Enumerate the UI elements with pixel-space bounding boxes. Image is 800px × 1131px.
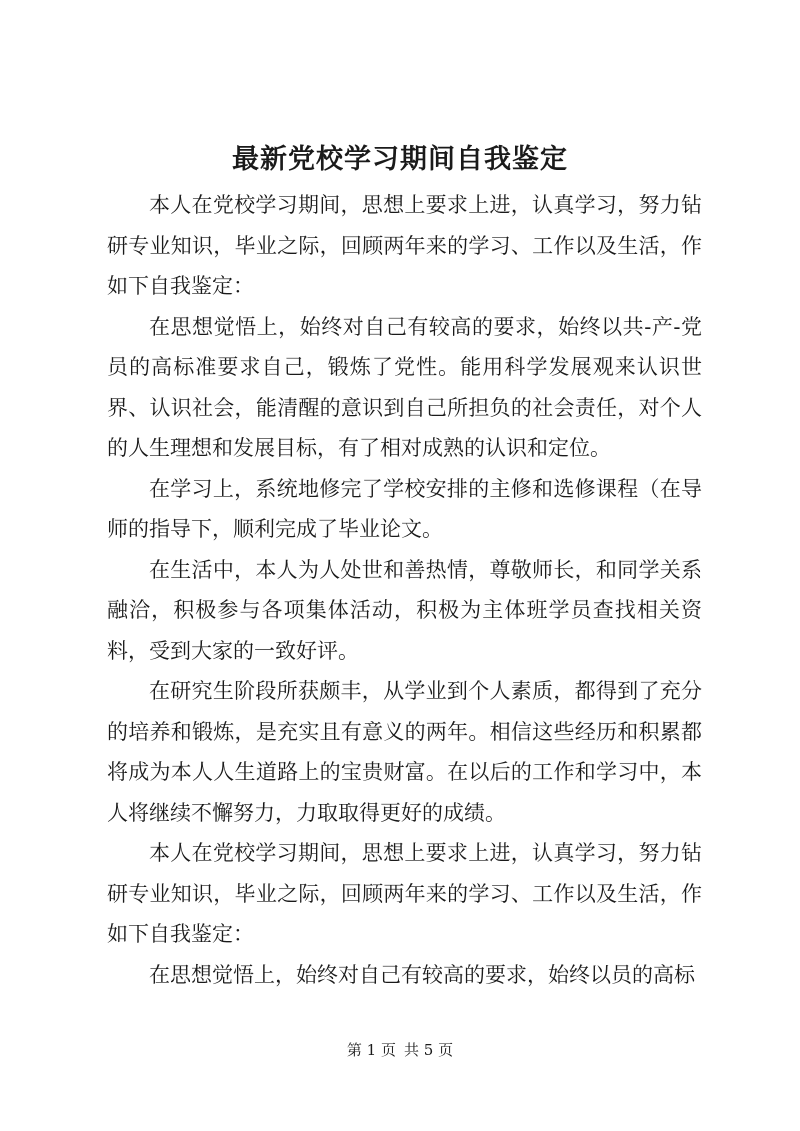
document-body bbox=[107, 185, 702, 995]
document-title: 最新党校学习期间自我鉴定 bbox=[232, 144, 568, 175]
page-number: 第 1 页 bbox=[346, 1041, 396, 1059]
page-footer bbox=[0, 1040, 800, 1060]
paragraph: 在生活中，本人为人处世和善热情，尊敬师长，和同学关系融洽，积极参与各项集体活动，积极为主体班学员查找相关资料，受到大家的一致好评。 bbox=[107, 557, 702, 663]
page-total: 共 5 页 bbox=[404, 1041, 454, 1059]
paragraph: 在研究生阶段所获颇丰，从学业到个人素质，都得到了充分的培养和锻炼，是充实且有意义的两年。相信这些经历和积累都将成为本人人生道路上的宝贵财富。在以后的工作和学习中，本人将继续不懈努力，力取取得更好的成绩。 bbox=[107, 679, 702, 825]
paragraph: 本人在党校学习期间，思想上要求上进，认真学习，努力钻研专业知识，毕业之际，回顾两年来的学习、工作以及生活，作如下自我鉴定： bbox=[107, 841, 702, 946]
paragraph: 在学习上，系统地修完了学校安排的主修和选修课程（在导师的指导下，顺利完成了毕业论文。 bbox=[107, 476, 702, 541]
paragraph: 本人在党校学习期间，思想上要求上进，认真学习，努力钻研专业知识，毕业之际，回顾两年来的学习、工作以及生活，作如下自我鉴定： bbox=[107, 193, 702, 298]
paragraph: 在思想觉悟上，始终对自己有较高的要求，始终以共-产-党员的高标准要求自己，锻炼了党性。能用科学发展观来认识世界、认识社会，能清醒的意识到自己所担负的社会责任，对个人的人生理想和发展目标，有了相对成熟的认识和定位。 bbox=[107, 314, 702, 460]
paragraph: 在思想觉悟上，始终对自己有较高的要求，始终以员的高标 bbox=[149, 962, 695, 987]
